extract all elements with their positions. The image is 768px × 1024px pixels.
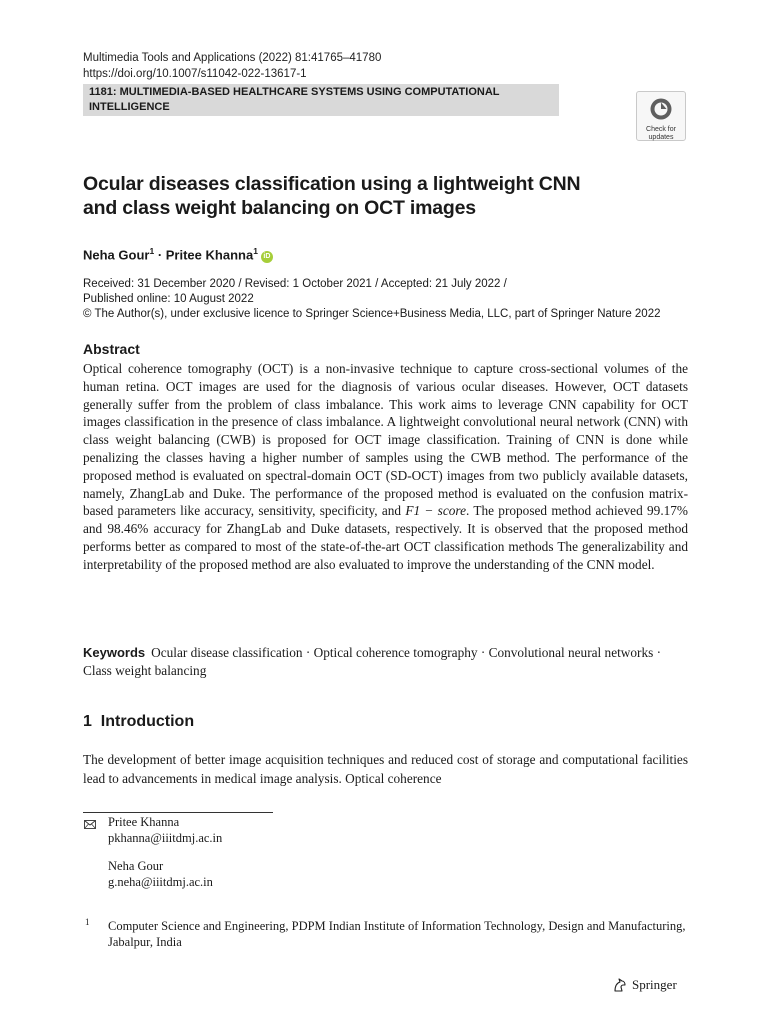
section-banner (83, 84, 559, 116)
check-for-updates-label-1: Check for (646, 126, 676, 133)
contact-email[interactable]: g.neha@iiitdmj.ac.in (108, 874, 213, 889)
doi-link[interactable]: https://doi.org/10.1007/s11042-022-13617-1 (83, 68, 307, 80)
keywords-label: Keywords (83, 645, 146, 660)
publisher-logo (612, 976, 677, 994)
article-title (83, 172, 683, 220)
section-banner-line1: 1181: MULTIMEDIA-BASED HEALTHCARE SYSTEMS USING COMPUTATIONAL (89, 86, 500, 98)
article-title-line2: and class weight balancing on OCT images (83, 197, 476, 219)
check-for-updates-icon (649, 97, 673, 121)
corresponding-contacts (108, 815, 222, 890)
affiliation-marker: 1 (149, 246, 155, 256)
author-list (83, 242, 273, 264)
abstract-text-part2: . The proposed method achieved 99.17% and 98.46% accuracy for ZhangLab and Duke datasets, respectively. It is observed that the proposed method performs better as compared to most of the state-of-the-art OCT classification methods The generalizability and interpretability of the proposed method are also evaluated to improve the understanding of the CNN model. (83, 503, 689, 572)
contact-name: Pritee Khanna (108, 815, 180, 829)
journal-citation: Multimedia Tools and Applications (2022) 81:41765–41780 (83, 52, 382, 64)
author-name[interactable]: Pritee Khanna (165, 247, 254, 263)
abstract-formula: F1 − score (405, 503, 466, 519)
check-for-updates-label-2: updates (648, 133, 674, 141)
abstract-heading: Abstract (83, 341, 140, 357)
affiliation-marker: 1 (253, 246, 258, 256)
footnote-divider (83, 812, 273, 813)
keywords-text: Ocular disease classification · Optical coherence tomography · Convolutional neural networks · Class weight balancing (83, 645, 662, 678)
section-banner-line2: INTELLIGENCE (89, 101, 170, 113)
orcid-icon[interactable]: iD (261, 251, 273, 263)
publication-dates (83, 277, 693, 322)
springer-horse-icon (612, 977, 628, 993)
affiliation-text: Computer Science and Engineering, PDPM Indian Institute of Information Technology, Design and Manufacturing, Jabalpur, India (108, 919, 686, 949)
copyright-line: © The Author(s), under exclusive licence to Springer Science+Business Media, LLC, part of Springer Nature 2022 (83, 308, 661, 320)
contact-email[interactable]: pkhanna@iiitdmj.ac.in (108, 830, 223, 845)
keywords-block (83, 644, 688, 680)
author-name[interactable]: Neha Gour (83, 247, 150, 263)
contact-name: Neha Gour (108, 859, 164, 873)
dates-line1: Received: 31 December 2020 / Revised: 1 October 2021 / Accepted: 21 July 2022 / (83, 278, 507, 290)
section-heading-introduction: 1 Introduction (83, 713, 195, 730)
introduction-text: The development of better image acquisition techniques and reduced cost of storage and computational facilities lead to advancements in medical image analysis. Optical coherence (83, 752, 688, 786)
envelope-icon (84, 820, 96, 829)
check-for-updates-badge[interactable] (636, 91, 686, 141)
article-title-line1: Ocular diseases classification using a lightweight CNN (83, 173, 581, 195)
publisher-name: Springer (632, 977, 677, 992)
author-separator: · (154, 247, 166, 263)
abstract-text-part1: Optical coherence tomography (OCT) is a non-invasive technique to capture cross-sectional volumes of the human retina. OCT images are used for the diagnosis of various ocular diseases. However, OCT datasets generally suffer from the problem of class imbalance. This work aims to leverage CNN capability for OCT images classification in the presence of class imbalance. A lightweight convolutional neural network (CNN) with class weight balancing (CWB) is proposed for OCT image classification. Training of CNN is done while penalizing the classes having a higher number of samples using the CWB method. The performance of the proposed method is evaluated on spectral-domain OCT (SD-OCT) images from two publicly available datasets, namely, ZhangLab and Duke. The performance of the proposed method is evaluated on the confusion matrix-based parameters like accuracy, sensitivity, specificity, and (83, 361, 688, 519)
dates-line2: Published online: 10 August 2022 (83, 293, 254, 305)
abstract-text (83, 360, 688, 574)
journal-header (83, 50, 381, 82)
affiliation-number: 1 (85, 917, 90, 927)
